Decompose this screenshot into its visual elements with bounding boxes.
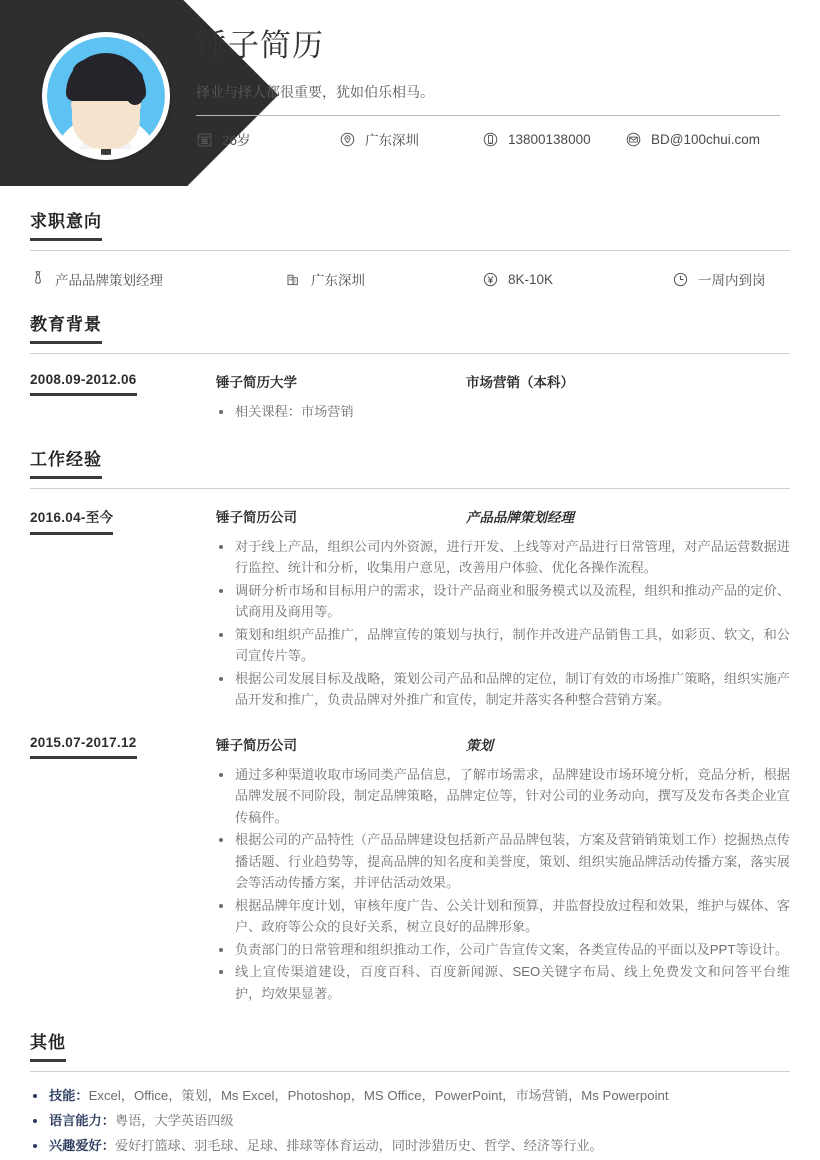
section-education — [0, 315, 820, 424]
entry-titles — [216, 506, 790, 526]
section-work-experience — [0, 450, 820, 1006]
other-value-skills: Excel，Office，策划，Ms Excel，Photoshop，MS Office，PowerPoint，市场营销，Ms Powerpoint — [88, 1088, 669, 1103]
header-slogan: 择业与择人都很重要，犹如伯乐相马。 — [196, 84, 434, 100]
entry-date-col — [30, 506, 216, 712]
section-job-intention — [0, 212, 820, 289]
intention-availability-value: 一周内到岗 — [698, 273, 766, 288]
building-icon — [285, 271, 302, 288]
work-entry — [30, 506, 790, 712]
mobile-phone-icon — [482, 131, 499, 148]
section-header — [30, 212, 790, 251]
education-bullets — [216, 401, 790, 423]
envelope-icon — [625, 131, 642, 148]
list-item: 调研分析市场和目标用户的需求，设计产品商业和服务模式以及流程，组织和推动产品的定价、试商用及商用等。 — [216, 580, 790, 623]
entry-date-col — [30, 734, 216, 1006]
work-bullets — [216, 536, 790, 711]
list-item: 相关课程：市场营销 — [216, 401, 790, 423]
work-company: 锤子简历公司 — [216, 737, 297, 753]
entry-titles — [216, 734, 790, 754]
section-header — [30, 315, 790, 354]
list-item — [30, 1085, 790, 1107]
header-divider — [196, 115, 780, 116]
section-header — [30, 450, 790, 489]
work-date: 2016.04-至今 — [30, 506, 113, 535]
intention-availability — [672, 269, 766, 289]
intention-city-value: 广东深圳 — [311, 273, 365, 288]
work-company: 锤子简历公司 — [216, 509, 297, 525]
calendar-icon — [196, 131, 213, 148]
other-label-skills: 技能： — [49, 1088, 89, 1103]
location-pin-icon — [339, 131, 356, 148]
entry-body — [216, 506, 790, 712]
page-title: 锤子简历 — [196, 28, 324, 63]
section-title-work: 工作经验 — [30, 450, 102, 479]
intention-position — [30, 269, 285, 289]
avatar-illustration — [47, 37, 165, 155]
contact-phone-value: 13800138000 — [508, 131, 591, 147]
contact-phone — [482, 131, 625, 148]
list-item: 通过多种渠道收取市场同类产品信息，了解市场需求，品牌建设市场环境分析，竞品分析，根据品牌发展不同阶段，制定品牌策略，品牌定位等，针对公司的业务动向，撰写及发布各类企业宣传稿件。 — [216, 764, 790, 829]
education-major: 市场营销（本科） — [466, 375, 574, 390]
list-item — [30, 1135, 790, 1157]
education-date: 2008.09-2012.06 — [30, 372, 137, 396]
list-item: 根据品牌年度计划，审核年度广告、公关计划和预算，并监督投放过程和效果，维护与媒体、客户、政府等公众的良好关系，树立良好的品牌形象。 — [216, 895, 790, 938]
intention-salary-value: 8K-10K — [508, 271, 554, 287]
other-value-hobbies: 爱好打篮球、羽毛球、足球、排球等体育运动，同时涉猎历史、哲学、经济等行业。 — [114, 1138, 603, 1153]
education-school: 锤子简历大学 — [216, 375, 297, 390]
entry-body — [216, 371, 790, 424]
contact-row — [196, 129, 790, 149]
other-value-languages: 粤语，大学英语四级 — [114, 1113, 234, 1128]
work-role: 策划 — [466, 737, 493, 753]
list-item: 线上宣传渠道建设，百度百科、百度新闻源、SEO关键字布局、线上免费发文和问答平台维护，均效果显著。 — [216, 961, 790, 1004]
contact-email-value: BD@100chui.com — [651, 131, 761, 147]
work-role: 产品品牌策划经理 — [466, 509, 574, 525]
section-other — [0, 1033, 820, 1157]
avatar — [42, 32, 170, 160]
education-entry — [30, 371, 790, 424]
work-entry — [30, 734, 790, 1006]
section-title-other: 其他 — [30, 1033, 66, 1062]
contact-location — [339, 129, 482, 149]
other-label-languages: 语言能力： — [49, 1113, 115, 1128]
intention-city — [285, 269, 482, 289]
clock-icon — [672, 271, 689, 288]
work-bullets — [216, 764, 790, 1005]
contact-age — [196, 129, 339, 149]
list-item: 对于线上产品，组织公司内外资源，进行开发、上线等对产品进行日常管理，对产品运营数据进行监控、统计和分析，收集用户意见，改善用户体验、优化各操作流程。 — [216, 536, 790, 579]
intention-position-value: 产品品牌策划经理 — [55, 273, 163, 288]
section-header — [30, 1033, 790, 1072]
contact-age-value: 26岁 — [222, 133, 251, 148]
entry-date-col — [30, 371, 216, 424]
list-item: 根据公司的产品特性（产品品牌建设包括新产品品牌包装，方案及营销销策划工作）挖掘热点传播话题、行业趋势等，提高品牌的知名度和美誉度，策划、组织实施品牌活动传播方案，落实展会等活动传播方案，并评估活动效果。 — [216, 829, 790, 894]
resume-header — [0, 0, 820, 186]
section-title-intention: 求职意向 — [30, 212, 102, 241]
list-item — [30, 1110, 790, 1132]
intention-salary — [482, 271, 672, 288]
contact-location-value: 广东深圳 — [365, 133, 419, 148]
yen-coin-icon — [482, 271, 499, 288]
entry-titles — [216, 371, 790, 391]
section-title-education: 教育背景 — [30, 315, 102, 344]
header-text-block — [196, 26, 790, 149]
other-label-hobbies: 兴趣爱好： — [49, 1138, 115, 1153]
entry-body — [216, 734, 790, 1006]
work-date: 2015.07-2017.12 — [30, 735, 137, 759]
intention-row — [30, 269, 790, 289]
list-item: 根据公司发展目标及战略，策划公司产品和品牌的定位，制订有效的市场推广策略，组织实施产品开发和推广，负责品牌对外推广和宣传，制定并落实各种整合营销方案。 — [216, 668, 790, 711]
list-item: 负责部门的日常管理和组织推动工作，公司广告宣传文案，各类宣传品的平面以及PPT等设计。 — [216, 939, 790, 961]
list-item: 策划和组织产品推广，品牌宣传的策划与执行，制作并改进产品销售工具，如彩页、软文，和公司宣传片等。 — [216, 624, 790, 667]
tie-icon — [30, 270, 46, 288]
other-list — [30, 1085, 790, 1157]
contact-email — [625, 131, 760, 148]
